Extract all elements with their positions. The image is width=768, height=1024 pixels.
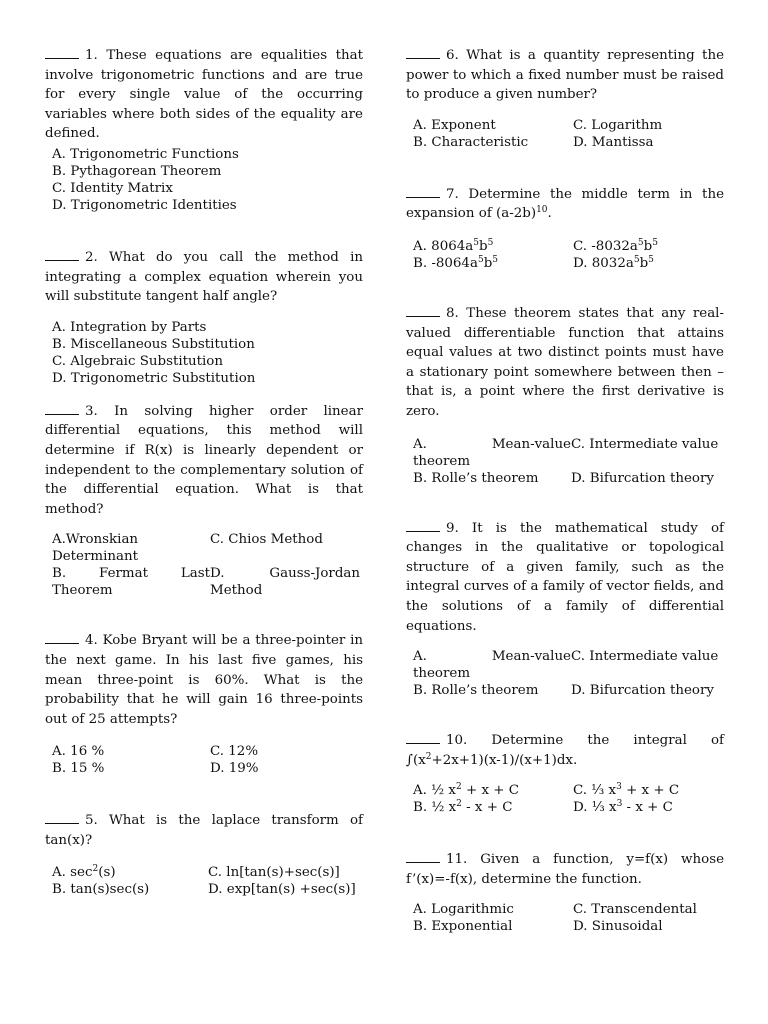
question-number: 6. [446, 48, 459, 63]
question-text: What do you call the method in integrating a complex equation wherein you will substitute tangent half angle? [45, 249, 363, 305]
option-a: A.Wronskian Determinant [52, 532, 139, 565]
option-c: C. Transcendental [573, 902, 697, 918]
option-c: C. ⅓ $x^3 + x + C$ [573, 782, 680, 799]
question-2 [45, 247, 363, 387]
option-c: C. ln[tan(s)+sec(s)] [208, 865, 340, 881]
question-text: These theorem states that any real-valued differentiable function that attains equal values at two distinct points must have a stationary point somewhere between then – that is, a point where the first derivative is zero. [406, 305, 724, 419]
question-number: 1. [85, 48, 98, 63]
question-number: 2. [85, 249, 98, 265]
options [45, 743, 363, 777]
question-text: These equations are equalities that involve trigonometric functions and are true for every single value of the occurring variables where both sides of the equality are defined. [45, 48, 363, 142]
option-b: B. ½ $x^2 - x + C$ [413, 799, 513, 816]
answer-blank[interactable] [45, 401, 79, 415]
option-c: C. Chios Method [210, 532, 323, 548]
question-text: What is a quantity representing the power to which a fixed number must be raised to produce a given number? [406, 48, 724, 103]
question-number: 11. [446, 852, 468, 868]
option-b: B. tan(s)sec(s) [52, 882, 150, 898]
option-d: D. ⅓ $x^3 - x + C$ [573, 799, 673, 816]
option-a: A. 16 % [52, 744, 105, 760]
option-d: D. Gauss-Jordan Method [210, 566, 360, 599]
option-b: B. 15 % [52, 761, 105, 777]
option-a: A. Mean-value theorem [413, 649, 571, 682]
question-3 [45, 401, 363, 600]
option-d: D. $8032a^5b^5$ [573, 254, 654, 271]
question-number: 10. [446, 733, 468, 749]
option-d: D. Bifurcation theory [571, 470, 714, 486]
options [406, 782, 724, 816]
option-a: A. $8064a^5b^5$ [413, 237, 494, 254]
question-text: What is the laplace transform of tan(x)? [45, 813, 363, 848]
question-4 [45, 630, 363, 777]
option-b: B. Characteristic [413, 134, 529, 150]
question-text: It is the mathematical study of changes in the qualitative or topological structure of a given family, such as the integral curves of a family of vector fields, and the solutions of a family of differential equations. [406, 520, 724, 634]
answer-blank[interactable] [45, 247, 79, 261]
answer-blank[interactable] [406, 303, 440, 317]
option-b: B. Rolle’s theorem [413, 470, 539, 486]
option-d: D. Mantissa [573, 134, 654, 150]
options [406, 238, 724, 272]
option-b: B. $-8064a^5b^5$ [413, 254, 498, 271]
option-b: B. Pythagorean Theorem [52, 163, 222, 179]
option-b: B. Fermat Last Theorem [52, 566, 210, 599]
question-number: 3. [85, 403, 98, 419]
answer-blank[interactable] [45, 810, 79, 824]
option-d: D. Sinusoidal [573, 919, 663, 935]
question-11 [406, 849, 724, 935]
option-c: C. Identity Matrix [52, 180, 173, 196]
option-a: A. ½ $x^2 + x + C$ [413, 782, 519, 799]
question-text: Kobe Bryant will be a three-pointer in the next game. In his last five games, his mean three-point is 60%. What is the probability that he will gain 16 three-points out of 25 attempts? [45, 633, 363, 727]
right-column [406, 45, 724, 935]
left-column [45, 45, 363, 898]
option-c: C. $-8032a^5b^5$ [573, 237, 658, 254]
question-7 [406, 184, 724, 272]
answer-blank[interactable] [406, 184, 440, 198]
options [45, 319, 363, 387]
question-8 [406, 303, 724, 487]
option-a: A. Mean-value theorem [413, 436, 571, 469]
question-1 [45, 45, 363, 214]
option-d: D. Trigonometric Identities [52, 197, 237, 213]
option-a: A. Trigonometric Functions [52, 146, 239, 162]
answer-blank[interactable] [45, 630, 79, 644]
option-b: B. Exponential [413, 919, 513, 935]
answer-blank[interactable] [406, 518, 440, 532]
options [406, 648, 724, 699]
question-number: 8. [446, 305, 459, 321]
options [406, 117, 724, 151]
options [45, 531, 363, 599]
option-d: D. exp[tan(s) +sec(s)] [208, 882, 356, 898]
question-text: Given a function, y=f(x) whose f’(x)=-f(x), determine the function. [406, 852, 724, 887]
question-number: 9. [446, 520, 459, 536]
option-a: A. Logarithmic [413, 902, 514, 918]
question-10 [406, 730, 724, 816]
question-number: 4. [85, 633, 98, 649]
answer-blank[interactable] [45, 45, 79, 59]
options [45, 146, 363, 214]
option-d: D. Bifurcation theory [571, 683, 714, 699]
option-c: C. 12% [210, 744, 259, 760]
question-number: 7. [446, 186, 459, 202]
options [45, 864, 363, 898]
options [406, 436, 724, 487]
option-a: A. $\sec^2(s)$ [52, 864, 116, 881]
options [406, 901, 724, 935]
question-5 [45, 810, 363, 898]
option-d: D. 19% [210, 761, 259, 777]
option-a: A. Integration by Parts [52, 319, 207, 335]
answer-blank[interactable] [406, 849, 440, 863]
answer-blank[interactable] [406, 45, 440, 59]
option-c: C. Algebraic Substitution [52, 353, 223, 369]
option-b: B. Rolle’s theorem [413, 683, 539, 699]
answer-blank[interactable] [406, 730, 440, 744]
option-d: D. Trigonometric Substitution [52, 370, 256, 386]
option-c: C. Intermediate value [571, 436, 719, 452]
question-9 [406, 518, 724, 700]
question-6 [406, 45, 724, 151]
question-number: 5. [85, 813, 98, 829]
option-b: B. Miscellaneous Substitution [52, 336, 255, 352]
question-text: Determine the integral of $\int(x^2+2x+1)(x-1)/(x+1)dx$. [406, 733, 724, 768]
question-text: Determine the middle term in the expansion of $(a-2b)^{10}$. [406, 186, 724, 222]
option-c: C. Intermediate value [571, 649, 719, 665]
question-text: In solving higher order linear differential equations, this method will determine if R(x) is linearly dependent or independent to the complementary solution of the differential equation. What is that method? [45, 403, 363, 517]
option-c: C. Logarithm [573, 117, 663, 133]
option-a: A. Exponent [413, 117, 496, 133]
